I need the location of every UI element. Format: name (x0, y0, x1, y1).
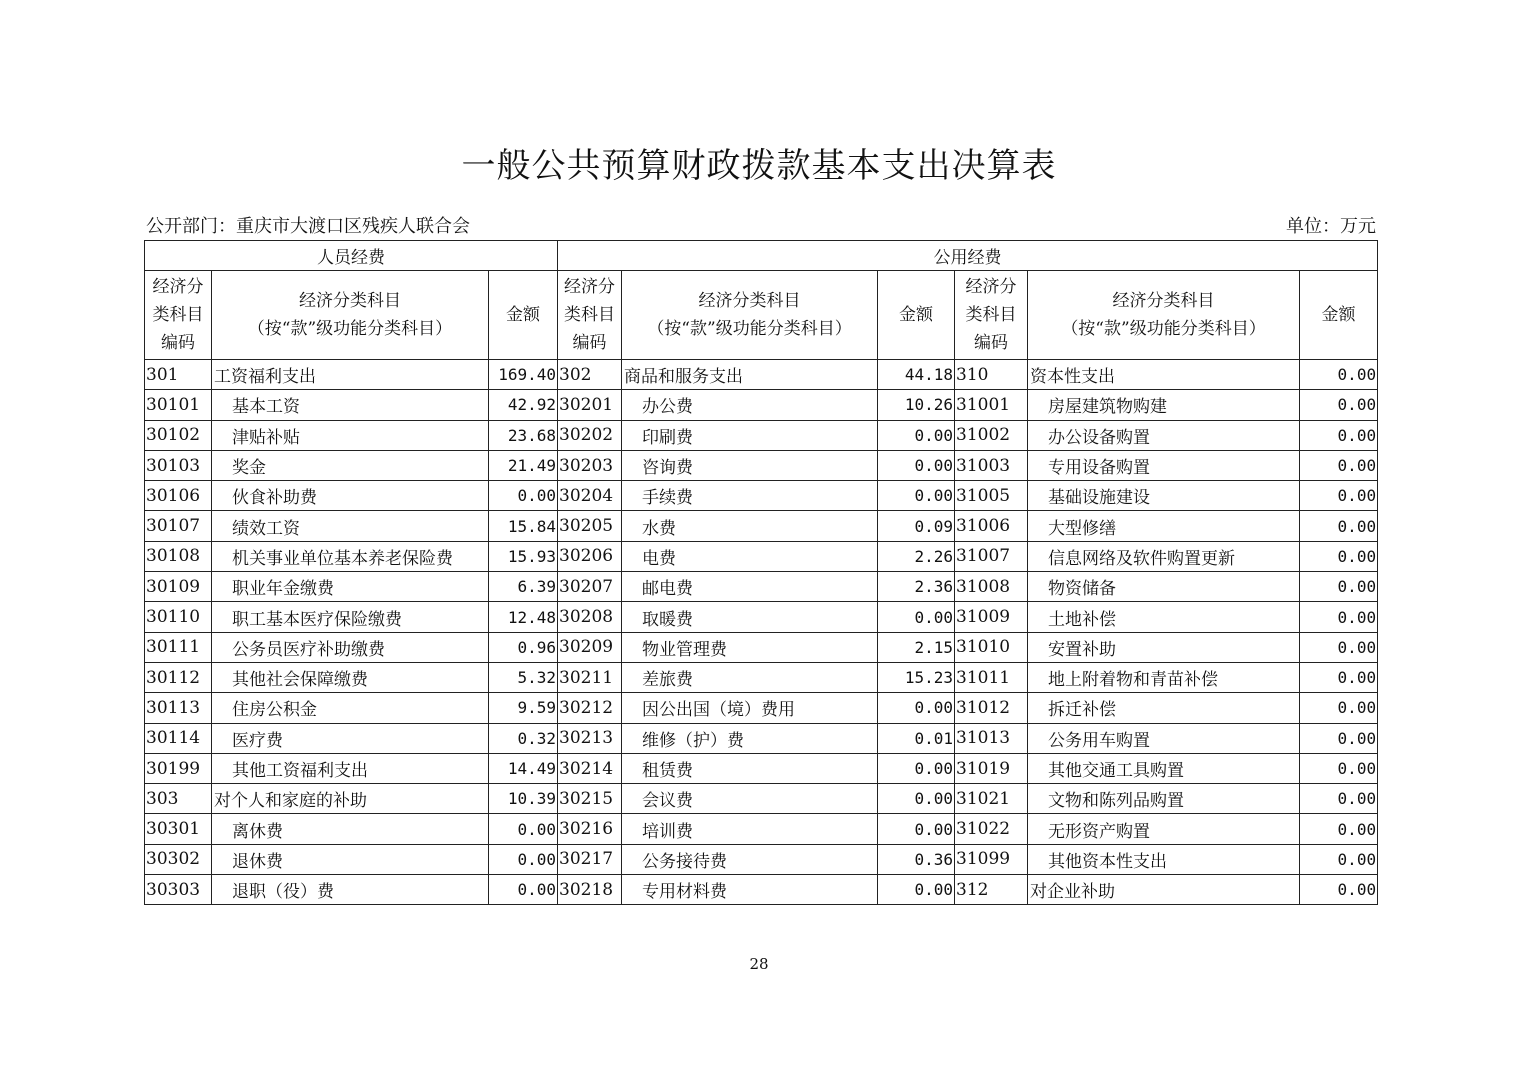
cell-code: 31021 (955, 784, 1028, 814)
header-name: 经济分类科目 （按“款”级功能分类科目） (212, 271, 489, 360)
cell-name: 培训费 (622, 814, 878, 844)
cell-code: 30103 (145, 450, 212, 480)
cell-amount: 0.00 (489, 875, 558, 905)
cell-amount: 2.36 (878, 572, 955, 602)
cell-amount: 0.00 (878, 693, 955, 723)
cell-code: 30301 (145, 814, 212, 844)
table-row (145, 390, 1378, 420)
cell-name: 工资福利支出 (212, 360, 489, 390)
header-amount: 金额 (878, 271, 955, 360)
cell-name: 公务用车购置 (1028, 723, 1300, 753)
cell-amount: 0.00 (878, 814, 955, 844)
cell-amount: 0.00 (1300, 481, 1378, 511)
cell-amount: 0.96 (489, 632, 558, 662)
cell-code: 31002 (955, 420, 1028, 450)
header-amount: 金额 (489, 271, 558, 360)
group-public: 公用经费 (558, 241, 1378, 271)
cell-code: 30209 (558, 632, 622, 662)
cell-amount: 15.84 (489, 511, 558, 541)
cell-amount: 0.00 (878, 875, 955, 905)
cell-name: 绩效工资 (212, 511, 489, 541)
header-code: 经济分 类科目 编码 (558, 271, 622, 360)
cell-name: 住房公积金 (212, 693, 489, 723)
cell-name: 其他社会保障缴费 (212, 662, 489, 692)
cell-name: 办公费 (622, 390, 878, 420)
cell-code: 30206 (558, 541, 622, 571)
cell-amount: 5.32 (489, 662, 558, 692)
header-name: 经济分类科目 （按“款”级功能分类科目） (1028, 271, 1300, 360)
cell-code: 31019 (955, 753, 1028, 783)
cell-amount: 0.00 (1300, 662, 1378, 692)
table-row (145, 541, 1378, 571)
cell-code: 30213 (558, 723, 622, 753)
cell-code: 31099 (955, 844, 1028, 874)
cell-name: 房屋建筑物购建 (1028, 390, 1300, 420)
cell-code: 30207 (558, 572, 622, 602)
cell-code: 30203 (558, 450, 622, 480)
cell-code: 31001 (955, 390, 1028, 420)
cell-amount: 6.39 (489, 572, 558, 602)
table-row (145, 450, 1378, 480)
header-code: 经济分 类科目 编码 (955, 271, 1028, 360)
cell-name: 咨询费 (622, 450, 878, 480)
cell-name: 邮电费 (622, 572, 878, 602)
page-number: 28 (749, 955, 769, 973)
cell-name: 土地补偿 (1028, 602, 1300, 632)
cell-code: 30202 (558, 420, 622, 450)
cell-amount: 0.09 (878, 511, 955, 541)
header-name: 经济分类科目 （按“款”级功能分类科目） (622, 271, 878, 360)
cell-name: 伙食补助费 (212, 481, 489, 511)
cell-name: 公务接待费 (622, 844, 878, 874)
cell-code: 30111 (145, 632, 212, 662)
cell-amount: 0.00 (1300, 602, 1378, 632)
cell-amount: 0.00 (1300, 360, 1378, 390)
cell-code: 301 (145, 360, 212, 390)
cell-amount: 9.59 (489, 693, 558, 723)
cell-code: 30201 (558, 390, 622, 420)
table-row (145, 572, 1378, 602)
cell-code: 30212 (558, 693, 622, 723)
cell-code: 30110 (145, 602, 212, 632)
cell-amount: 0.00 (1300, 541, 1378, 571)
group-personnel: 人员经费 (145, 241, 558, 271)
cell-amount: 0.00 (1300, 420, 1378, 450)
cell-name: 维修（护）费 (622, 723, 878, 753)
cell-code: 30102 (145, 420, 212, 450)
cell-code: 30217 (558, 844, 622, 874)
cell-name: 医疗费 (212, 723, 489, 753)
cell-name: 安置补助 (1028, 632, 1300, 662)
cell-code: 312 (955, 875, 1028, 905)
cell-amount: 15.23 (878, 662, 955, 692)
cell-amount: 2.26 (878, 541, 955, 571)
cell-name: 其他交通工具购置 (1028, 753, 1300, 783)
cell-name: 职工基本医疗保险缴费 (212, 602, 489, 632)
table-row (145, 814, 1378, 844)
cell-code: 30214 (558, 753, 622, 783)
cell-amount: 0.00 (489, 844, 558, 874)
cell-name: 离休费 (212, 814, 489, 844)
cell-name: 租赁费 (622, 753, 878, 783)
cell-name: 资本性支出 (1028, 360, 1300, 390)
cell-code: 31011 (955, 662, 1028, 692)
cell-amount: 42.92 (489, 390, 558, 420)
cell-name: 办公设备购置 (1028, 420, 1300, 450)
cell-code: 303 (145, 784, 212, 814)
cell-amount: 0.00 (1300, 814, 1378, 844)
cell-amount: 10.26 (878, 390, 955, 420)
cell-amount: 23.68 (489, 420, 558, 450)
cell-amount: 10.39 (489, 784, 558, 814)
cell-amount: 0.01 (878, 723, 955, 753)
cell-code: 31009 (955, 602, 1028, 632)
cell-name: 基础设施建设 (1028, 481, 1300, 511)
cell-code: 30109 (145, 572, 212, 602)
cell-name: 地上附着物和青苗补偿 (1028, 662, 1300, 692)
cell-name: 取暖费 (622, 602, 878, 632)
expenditure-table (144, 240, 1378, 905)
cell-code: 31012 (955, 693, 1028, 723)
cell-code: 31013 (955, 723, 1028, 753)
cell-code: 310 (955, 360, 1028, 390)
table-row (145, 420, 1378, 450)
cell-code: 31008 (955, 572, 1028, 602)
cell-amount: 0.00 (1300, 723, 1378, 753)
department-label: 公开部门：重庆市大渡口区残疾人联合会 (146, 216, 470, 237)
cell-name: 大型修缮 (1028, 511, 1300, 541)
cell-name: 公务员医疗补助缴费 (212, 632, 489, 662)
cell-amount: 0.00 (878, 481, 955, 511)
cell-amount: 0.00 (489, 481, 558, 511)
cell-name: 基本工资 (212, 390, 489, 420)
cell-amount: 0.00 (1300, 390, 1378, 420)
cell-code: 30218 (558, 875, 622, 905)
cell-name: 其他工资福利支出 (212, 753, 489, 783)
cell-code: 30204 (558, 481, 622, 511)
cell-code: 30303 (145, 875, 212, 905)
cell-name: 退休费 (212, 844, 489, 874)
table-row (145, 753, 1378, 783)
cell-amount: 0.00 (489, 814, 558, 844)
page-title: 一般公共预算财政拨款基本支出决算表 (461, 146, 1057, 186)
table-row (145, 632, 1378, 662)
cell-code: 31010 (955, 632, 1028, 662)
cell-name: 因公出国（境）费用 (622, 693, 878, 723)
cell-amount: 169.40 (489, 360, 558, 390)
cell-amount: 0.00 (1300, 784, 1378, 814)
cell-amount: 0.00 (878, 753, 955, 783)
cell-code: 30101 (145, 390, 212, 420)
cell-name: 机关事业单位基本养老保险费 (212, 541, 489, 571)
cell-amount: 21.49 (489, 450, 558, 480)
cell-code: 30113 (145, 693, 212, 723)
table-row (145, 723, 1378, 753)
cell-amount: 0.32 (489, 723, 558, 753)
cell-amount: 0.00 (1300, 693, 1378, 723)
cell-name: 对个人和家庭的补助 (212, 784, 489, 814)
cell-amount: 0.00 (1300, 632, 1378, 662)
cell-name: 专用材料费 (622, 875, 878, 905)
cell-amount: 0.00 (878, 450, 955, 480)
cell-name: 拆迁补偿 (1028, 693, 1300, 723)
cell-amount: 15.93 (489, 541, 558, 571)
cell-name: 水费 (622, 511, 878, 541)
cell-code: 30107 (145, 511, 212, 541)
cell-amount: 14.49 (489, 753, 558, 783)
cell-name: 商品和服务支出 (622, 360, 878, 390)
table-row (145, 602, 1378, 632)
table-row (145, 360, 1378, 390)
cell-name: 物业管理费 (622, 632, 878, 662)
cell-name: 津贴补贴 (212, 420, 489, 450)
cell-amount: 0.00 (1300, 753, 1378, 783)
cell-name: 手续费 (622, 481, 878, 511)
cell-amount: 44.18 (878, 360, 955, 390)
table-row (145, 693, 1378, 723)
cell-code: 30199 (145, 753, 212, 783)
table-row (145, 875, 1378, 905)
cell-amount: 0.00 (878, 420, 955, 450)
cell-name: 对企业补助 (1028, 875, 1300, 905)
cell-code: 30215 (558, 784, 622, 814)
cell-name: 文物和陈列品购置 (1028, 784, 1300, 814)
cell-code: 30205 (558, 511, 622, 541)
cell-name: 职业年金缴费 (212, 572, 489, 602)
cell-amount: 0.00 (1300, 875, 1378, 905)
table-row (145, 784, 1378, 814)
cell-code: 30211 (558, 662, 622, 692)
cell-code: 30216 (558, 814, 622, 844)
header-code: 经济分 类科目 编码 (145, 271, 212, 360)
table-row (145, 662, 1378, 692)
cell-amount: 0.00 (1300, 511, 1378, 541)
cell-amount: 0.00 (878, 784, 955, 814)
cell-code: 31005 (955, 481, 1028, 511)
cell-amount: 0.00 (1300, 572, 1378, 602)
cell-name: 奖金 (212, 450, 489, 480)
cell-code: 31006 (955, 511, 1028, 541)
cell-code: 30106 (145, 481, 212, 511)
cell-name: 差旅费 (622, 662, 878, 692)
header-amount: 金额 (1300, 271, 1378, 360)
cell-name: 退职（役）费 (212, 875, 489, 905)
cell-code: 31003 (955, 450, 1028, 480)
cell-name: 专用设备购置 (1028, 450, 1300, 480)
cell-amount: 12.48 (489, 602, 558, 632)
cell-name: 会议费 (622, 784, 878, 814)
cell-name: 无形资产购置 (1028, 814, 1300, 844)
cell-amount: 2.15 (878, 632, 955, 662)
cell-code: 30114 (145, 723, 212, 753)
cell-amount: 0.36 (878, 844, 955, 874)
cell-amount: 0.00 (1300, 844, 1378, 874)
cell-amount: 0.00 (1300, 450, 1378, 480)
cell-name: 印刷费 (622, 420, 878, 450)
table-row (145, 481, 1378, 511)
cell-amount: 0.00 (878, 602, 955, 632)
table-row (145, 844, 1378, 874)
cell-code: 302 (558, 360, 622, 390)
unit-label: 单位：万元 (1286, 216, 1376, 237)
cell-code: 30108 (145, 541, 212, 571)
cell-name: 电费 (622, 541, 878, 571)
cell-code: 31022 (955, 814, 1028, 844)
cell-code: 31007 (955, 541, 1028, 571)
cell-name: 信息网络及软件购置更新 (1028, 541, 1300, 571)
cell-name: 物资储备 (1028, 572, 1300, 602)
table-row (145, 511, 1378, 541)
cell-code: 30112 (145, 662, 212, 692)
cell-code: 30208 (558, 602, 622, 632)
cell-code: 30302 (145, 844, 212, 874)
cell-name: 其他资本性支出 (1028, 844, 1300, 874)
